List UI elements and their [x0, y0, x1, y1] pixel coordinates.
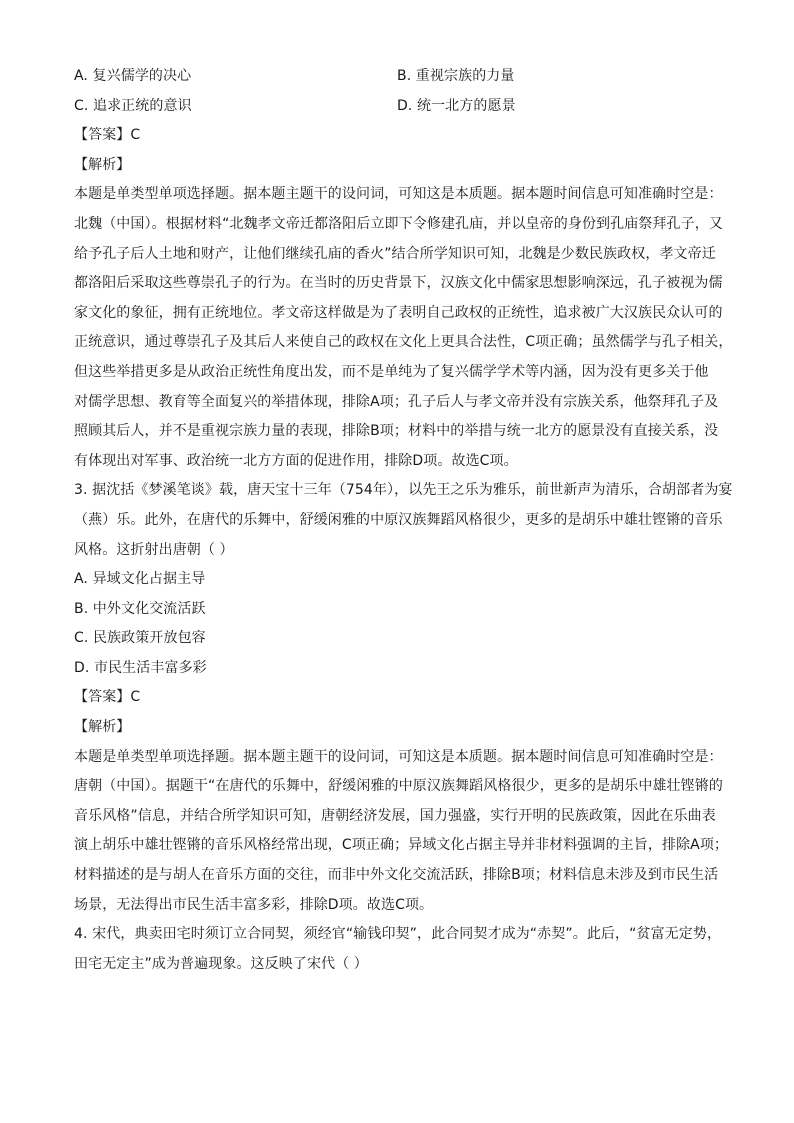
q3-option-d: D. 市民生活丰富多彩 — [74, 659, 207, 676]
q3-analysis-label: 【解析】 — [74, 719, 131, 736]
q3-stem — [74, 476, 733, 565]
q3-stem-line: （燕）乐。此外，在唐代的乐舞中，舒缓闲雅的中原汉族舞蹈风格很少，更多的是胡乐中雄壮铿锵的音乐 — [74, 511, 723, 528]
q2-analysis-line: 给予孔子后人土地和财产，让他们继续孔庙的香火”结合所学知识可知，北魏是少数民族政权，孝文帝迁 — [74, 245, 716, 262]
q2-answer: 【答案】C — [74, 127, 141, 144]
q3-analysis-line: 演上胡乐中雄壮铿锵的音乐风格经常出现，C项正确；异域文化占据主导并非材料强调的主旨，排除A项； — [74, 837, 729, 854]
q2-option-row — [74, 92, 724, 122]
q2-option-b: B. 重视宗族的力量 — [397, 68, 515, 84]
q2-option-c: C. 追求正统的意识 — [74, 97, 192, 114]
q3-analysis-line: 本题是单类型单项选择题。据本题主题干的设问词，可知这是本质题。据本题时间信息可知准确时空是： — [74, 748, 723, 765]
q2-analysis-line: 有体现出对军事、政治统一北方方面的促进作用，排除D项。故选C项。 — [74, 452, 518, 469]
q3-option-a: A. 异域文化占据主导 — [74, 571, 206, 588]
q2-analysis-line: 正统意识，通过尊崇孔子及其后人来使自己的政权在文化上更具合法性，C项正确；虽然儒学与孔子相关， — [74, 334, 733, 351]
q3-stem-line: 风格。这折射出唐朝（ ） — [74, 541, 234, 558]
q4-stem-line: 4. 宋代，典卖田宅时须订立合同契，须经官“输钱印契”，此合同契才成为“赤契”。此后，“贫富无定势， — [74, 926, 722, 943]
q3-answer: 【答案】C — [74, 689, 141, 706]
q3-option-b: B. 中外文化交流活跃 — [74, 600, 206, 617]
q2-analysis-line: 照顾其后人，并不是重视宗族力量的表现，排除B项；材料中的举措与统一北方的愿景没有直接关系，没 — [74, 423, 719, 440]
q4-stem — [74, 920, 724, 979]
exam-page — [74, 62, 733, 979]
q2-analysis-line: 对儒学思想、教育等全面复兴的举措体现，排除A项；孔子后人与孝文帝并没有宗族关系，他祭拜孔子及 — [74, 393, 719, 410]
q2-options — [74, 62, 724, 121]
q2-analysis-label: 【解析】 — [74, 156, 131, 173]
q2-analysis-line: 北魏（中国）。根据材料“北魏孝文帝迁都洛阳后立即下令修建孔庙，并以皇帝的身份到孔庙祭拜孔子，又 — [74, 215, 723, 232]
q2-option-a: A. 复兴儒学的决心 — [74, 68, 192, 84]
q2-option-row — [74, 62, 724, 92]
q2-analysis-line: 本题是单类型单项选择题。据本题主题干的设问词，可知这是本质题。据本题时间信息可知准确时空是： — [74, 186, 723, 203]
q3-analysis-line: 唐朝（中国）。据题干“在唐代的乐舞中，舒缓闲雅的中原汉族舞蹈风格很少，更多的是胡乐中雄壮铿锵的 — [74, 778, 723, 795]
q2-analysis-line: 都洛阳后采取这些尊崇孔子的行为。在当时的历史背景下，汉族文化中儒家思想影响深远，孔子被视为儒 — [74, 275, 723, 292]
q3-analysis-line: 音乐风格”信息，并结合所学知识可知，唐朝经济发展，国力强盛，实行开明的民族政策，因此在乐曲表 — [74, 807, 716, 824]
q3-analysis — [74, 743, 729, 921]
q3-analysis-line: 场景，无法得出市民生活丰富多彩，排除D项。故选C项。 — [74, 896, 434, 913]
q3-options — [74, 565, 724, 683]
q3-stem-line: 3. 据沈括《梦溪笔谈》载，唐天宝十三年（754年），以先王之乐为雅乐，前世新声为清乐，合胡部者为宴 — [74, 482, 733, 499]
q2-option-d: D. 统一北方的愿景 — [397, 97, 516, 114]
q2-analysis-line: 但这些举措更多是从政治正统性角度出发，而不是单纯为了复兴儒学学术等内涵，因为没有更多关于他 — [74, 363, 709, 380]
q3-option-c: C. 民族政策开放包容 — [74, 630, 206, 647]
q2-analysis-line: 家文化的象征，拥有正统地位。孝文帝这样做是为了表明自己政权的正统性，追求被广大汉族民众认可的 — [74, 304, 723, 321]
q3-analysis-line: 材料描述的是与胡人在音乐方面的交往，而非中外文化交流活跃，排除B项；材料信息未涉及到市民生活 — [74, 867, 719, 884]
q2-analysis — [74, 180, 733, 476]
q4-stem-line: 田宅无定主”成为普遍现象。这反映了宋代（ ） — [74, 955, 368, 972]
